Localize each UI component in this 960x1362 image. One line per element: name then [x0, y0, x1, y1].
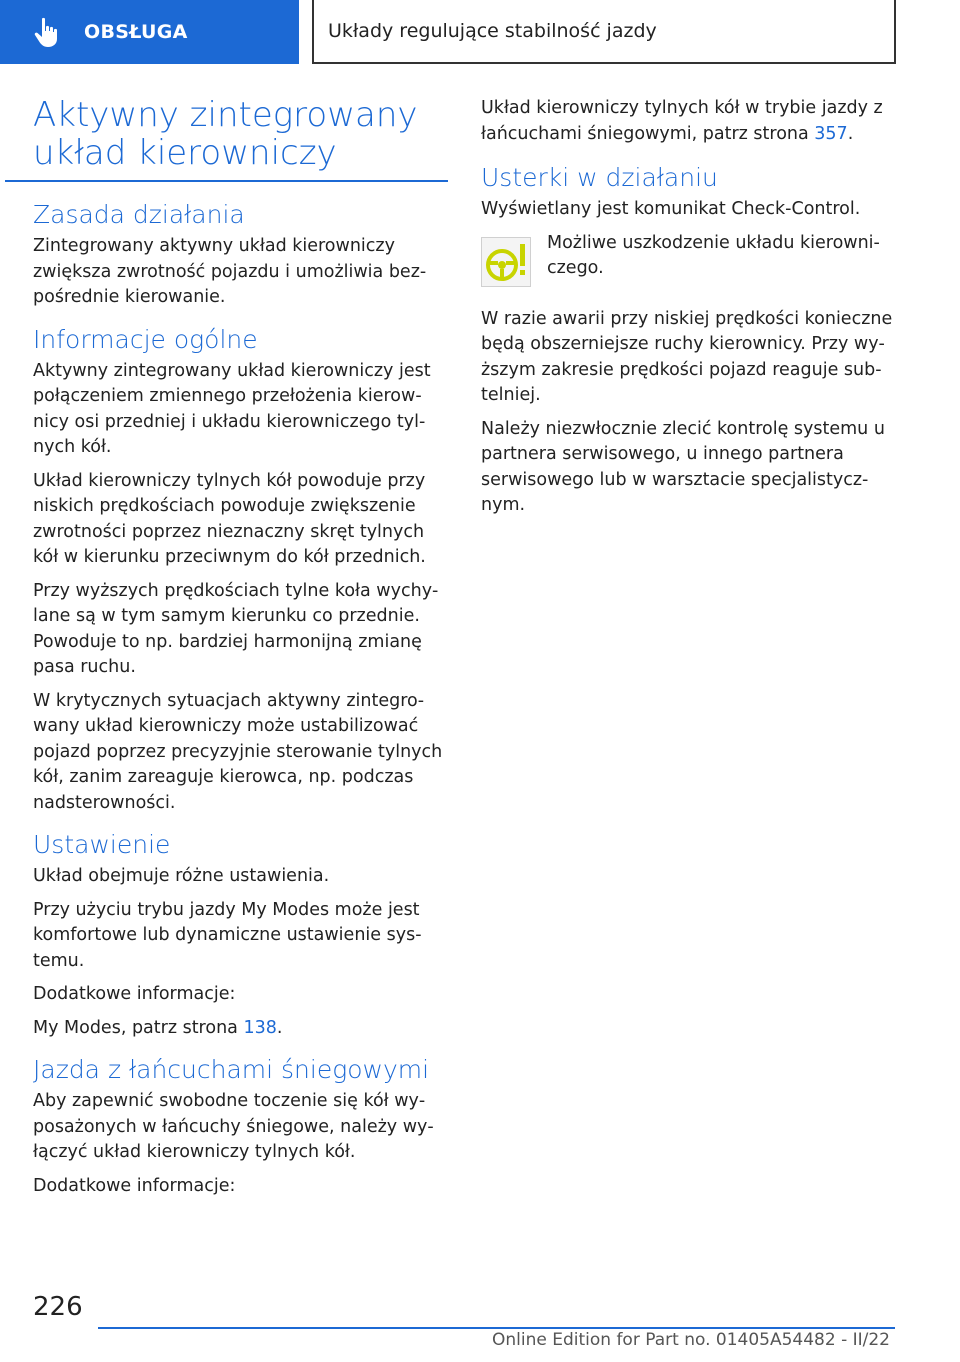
paragraph: Przy wyższych prędkościach tylne koła wychy‐lane są w tym samym kierunku co przednie. Powoduje to np. bardziej harmonijną zmianę pasa ruchu. — [33, 580, 439, 677]
edition-info: Online Edition for Part no. 01405A54482 - II/22 — [491, 1330, 890, 1350]
page-number: 226 — [33, 1292, 83, 1322]
section-tab — [0, 0, 299, 64]
paragraph: W krytycznych sytuacjach aktywny zintegro‐wany układ kierowniczy może ustabilizować pojazd poprzez precyzyjnie sterowanie tylnych kół, zanim zareaguje kierowca, np. podczas nadsterowności. — [33, 690, 443, 813]
paragraph: Należy niezwłocznie zlecić kontrolę systemu u partnera serwisowego, u innego partnera serwisowego lub w warsztacie specjalistycz‐nym. — [481, 418, 885, 515]
heading-lancuchy: Jazda z łańcuchami śniegowymi — [33, 1055, 430, 1084]
heading-usterki: Usterki w działaniu — [481, 163, 718, 192]
reference-text: My Modes, patrz strona — [33, 1017, 244, 1038]
left-column — [33, 96, 448, 1207]
heading-ustawienie: Ustawienie — [33, 830, 171, 859]
paragraph: W razie awarii przy niskiej prędkości konieczne będą obszerniejsze ruchy kierownicy. Przy wy‐ższym zakresie prędkości pojazd reaguje sub‐telniej. — [481, 308, 893, 405]
paragraph-reference — [33, 1016, 448, 1042]
footer-rule — [98, 1327, 895, 1329]
page-link-138[interactable]: 138 — [243, 1017, 277, 1038]
section-label: OBSŁUGA — [84, 21, 188, 43]
paragraph: Aby zapewnić swobodne toczenie się kół wy‐posażonych w łańcuchy śniegowe, należy wy‐łączyć układ kierowniczy tylnych kół. — [33, 1091, 434, 1162]
paragraph: Dodatkowe informacje: — [33, 984, 236, 1004]
warning-text: Możliwe uszkodzenie układu kierowni‐czego. — [547, 232, 880, 278]
steering-warning-icon — [481, 237, 531, 287]
reference-end: . — [847, 123, 854, 144]
warning-block — [481, 231, 901, 295]
reference-end: . — [276, 1017, 283, 1038]
title-rule — [5, 180, 448, 182]
chapter-title: Układy regulujące stabilność jazdy — [312, 0, 896, 64]
paragraph: Aktywny zintegrowany układ kierowniczy jest połączeniem zmiennego przełożenia kierow‐nicy osi przedniej i układu kierowniczego tyl‐nych kół. — [33, 360, 431, 457]
paragraph: Układ obejmuje różne ustawienia. — [33, 866, 330, 886]
paragraph: Dodatkowe informacje: — [33, 1175, 236, 1196]
reference-text: Układ kierowniczy tylnych kół w trybie jazdy z łańcuchami śniegowymi, patrz strona — [481, 98, 883, 144]
page-header — [0, 0, 960, 66]
paragraph-reference — [481, 96, 901, 147]
right-column — [481, 96, 901, 527]
paragraph: Wyświetlany jest komunikat Check-Control. — [481, 199, 861, 219]
hand-pointer-icon — [32, 15, 66, 49]
page-link-357[interactable]: 357 — [814, 123, 848, 144]
page-title: Aktywny zintegrowany układ kierowniczy — [33, 95, 418, 173]
heading-zasada: Zasada działania — [33, 200, 245, 229]
paragraph: Przy użyciu trybu jazdy My Modes może jest komfortowe lub dynamiczne ustawienie sys‐temu. — [33, 899, 422, 971]
paragraph: Układ kierowniczy tylnych kół powoduje przy niskich prędkościach powoduje zwiększenie zwrotności poprzez nieznaczny skręt tylnych kół w kierunku przeciwnym do kół przednich. — [33, 470, 426, 567]
paragraph: Zintegrowany aktywny układ kierowniczy zwiększa zwrotność pojazdu i umożliwia bez‐pośrednie kierowanie. — [33, 236, 427, 307]
heading-informacje: Informacje ogólne — [33, 324, 258, 354]
